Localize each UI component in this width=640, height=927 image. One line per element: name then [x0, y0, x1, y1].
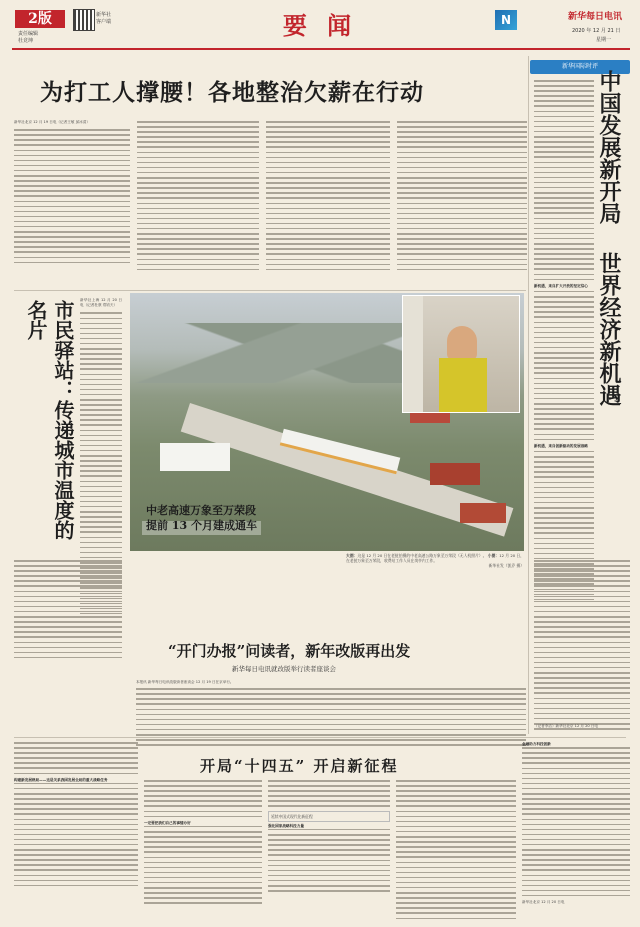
bottom-col3: 延续中国式现代化新征程 强化国家战略科技力量	[268, 780, 390, 920]
feature-headline: 市民驿站：传递城市温度的名片	[24, 300, 75, 540]
bottom-col4	[396, 780, 516, 920]
divider	[14, 290, 526, 291]
main-article-col2	[137, 121, 259, 286]
bottom-headline: 开局“十四五” 开启新征程	[200, 757, 399, 775]
notice-subtitle: 新华每日电讯就改版举行读者座谈会	[232, 665, 336, 673]
red-roof-building	[460, 503, 506, 523]
commentary-headline: 中国发展新开局 世界经济新机遇	[596, 70, 622, 406]
toll-worker	[447, 326, 477, 360]
page-number-badge	[15, 10, 65, 28]
inset-photo-toll-booth	[402, 295, 520, 413]
bottom-col5: 金融助力科技创新 新华社北京 12 月 20 日电	[522, 742, 630, 920]
notice-headline: “开门办报”问读者，新年改版再出发	[168, 642, 411, 660]
booth-frame	[403, 296, 423, 412]
app-label: 新华社 客户端	[96, 12, 112, 25]
feature-article-col: 新华社上海 12 月 20 日电（记者杜康 郑钧天）	[80, 298, 122, 648]
main-headline: 为打工人撑腰！各地整治欠薪在行动	[40, 79, 424, 106]
main-article-col1: 新华社北京 12 月 19 日电（记者王敏 邱冰清）	[14, 120, 130, 285]
editor-credit: 责任编辑 杜竞坤	[18, 31, 39, 44]
bottom-col1: 构建新发展格局——这是关系我国发展全局的重大战略任务	[14, 742, 138, 920]
feature-article-bottom	[14, 560, 122, 670]
white-tents	[160, 443, 230, 471]
commentary-byline: （记者李洁）新华社北京 12 月 20 日电	[534, 724, 599, 728]
bottom-col2: 一定要把我们自己的事情办好	[144, 780, 262, 920]
photo-caption-headline: 中老高速万象至万荣段 提前 13 个月建成通车	[142, 521, 261, 535]
commentary-badge: 新华国际时评	[530, 60, 630, 74]
page-header	[0, 0, 640, 52]
commentary-text-lower	[534, 560, 630, 730]
masthead-logo-icon: N	[495, 10, 517, 30]
page-number: 2版	[28, 11, 52, 27]
commentary-text-col: 新机遇，来自扩大开放的坚定信心 新机遇，来自创新驱动的发展战略	[534, 80, 594, 730]
worker-vest	[439, 358, 487, 412]
masthead-title: 新华每日电讯	[568, 12, 623, 22]
red-roof-building	[430, 463, 480, 485]
main-article-col3	[266, 121, 390, 286]
highway-photo	[130, 293, 524, 551]
section-title: 要 闻	[282, 11, 358, 40]
photo-credit: 大图：这是 12 月 20 日在老挝拍摄的中老高速公路万象至万荣段（无人机照片）。 小图：12 月 20 日，在老挝万象至万荣段，收费站工作人员在岗亭内工作。 新华社发（凯乔 摄）	[346, 553, 524, 568]
header-rule	[12, 48, 630, 50]
main-article-col4	[397, 121, 527, 286]
qr-code-icon[interactable]	[73, 9, 95, 31]
issue-date: 2020 年 12 月 21 日	[572, 28, 621, 34]
column-divider	[528, 56, 529, 734]
divider	[14, 737, 626, 738]
notice-article: 本报讯 新华每日电讯改版读者座谈会 12 月 19 日在京举行。	[136, 680, 526, 750]
issue-weekday: 星期一	[596, 37, 612, 43]
